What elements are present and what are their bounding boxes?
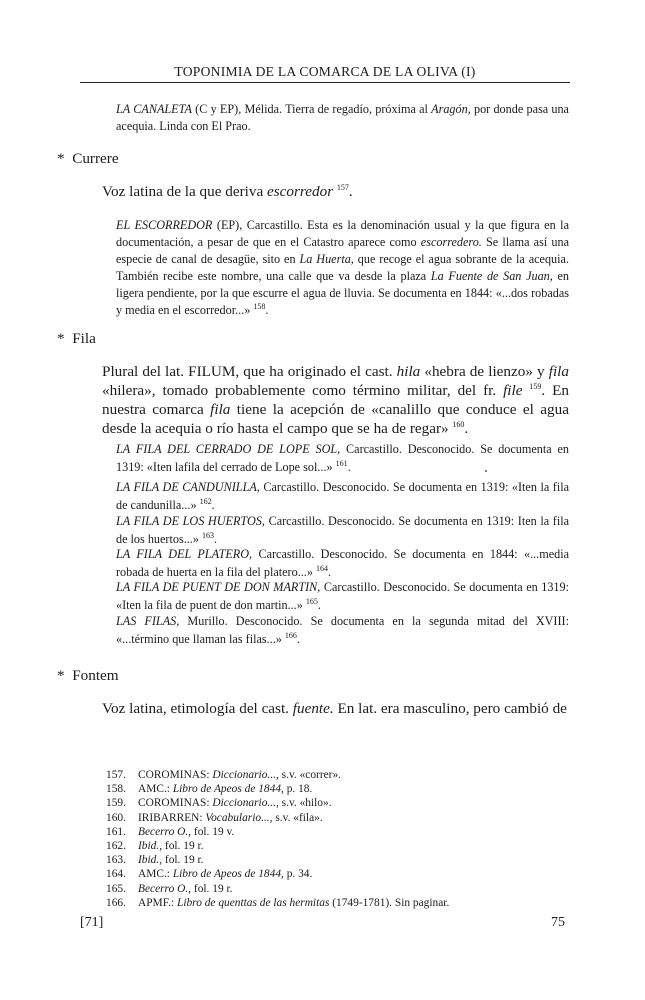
footnote-number: 164. — [106, 868, 126, 881]
entry-text: Carcastillo. Desconocido. Se documenta en 1844: «...media robada de huerta en la fila del platero...» — [116, 547, 569, 579]
section-title: Fontem — [72, 667, 119, 684]
footnote-source: COROMINAS: — [138, 797, 213, 810]
footnote-line — [106, 797, 332, 809]
entry-name: LA CANALETA — [116, 102, 192, 116]
footnote-number: 158. — [106, 783, 126, 796]
footer-page-number: 75 — [551, 915, 565, 930]
entry-text: . — [296, 632, 300, 646]
footnote-line — [106, 883, 233, 895]
paragraph-fontem — [102, 699, 569, 718]
section-heading-fontem — [57, 667, 119, 685]
footnote-title: Ibid., — [138, 854, 163, 867]
footnote-line — [106, 812, 323, 824]
body-text: . — [348, 183, 353, 200]
entry-fila-candunilla — [116, 478, 569, 514]
entry-name: LA FILA DEL CERRADO DE LOPE SOL, — [116, 442, 341, 456]
body-italic: fuente. — [292, 700, 334, 717]
section-heading-fila — [57, 330, 96, 348]
footnote-title: Libro de Apeos de 1844, — [172, 868, 284, 881]
body-italic: hila — [396, 363, 421, 380]
entry-text: Carcastillo. Desconocido. Se documenta en 1319: Iten la fila de los huertos...» — [116, 514, 570, 546]
print-speck — [485, 470, 487, 472]
footnote-title: Diccionario..., — [212, 769, 279, 781]
entry-el-escorredor — [116, 217, 569, 319]
footnote-number: 161. — [106, 825, 126, 838]
body-text: En lat. era masculino, pero cambió de — [333, 700, 567, 717]
footnote-number: 166. — [106, 896, 126, 909]
footnote-title: Ibid., — [138, 840, 163, 852]
footnote-source: COROMINAS: — [138, 769, 213, 781]
footnote-detail: s.v. «correr». — [278, 769, 342, 781]
footnote-source: AMC.: — [138, 868, 173, 881]
footnote-title: Becerro O., — [138, 882, 192, 895]
footnote-detail: (1749-1781). Sin paginar. — [329, 896, 450, 909]
entry-text: . — [265, 303, 269, 317]
entry-text: Carcastillo. Desconocido. Se documenta en 1319: «Iten la fila de puent de don martin...» — [116, 580, 569, 612]
body-text: «hilera», tomado probablemente como término militar, del fr. — [102, 382, 504, 399]
body-text: . En nuestra comarca — [102, 382, 570, 418]
footnote-line — [106, 769, 341, 781]
footnote-source: APMF.: — [138, 896, 177, 909]
body-italic: fila — [210, 401, 231, 418]
entry-text: en ligera pendiente, por la que escurre el agua de lluvia. Se documenta en 1844: «...dos robadas y media en el escorredor...» — [116, 269, 570, 317]
footnote-line — [106, 826, 234, 838]
body-italic: fila — [548, 363, 569, 380]
entry-text: que recoge el agua sobrante de la acequia. También recibe este nombre, una calle que va desde la plaza — [116, 252, 569, 283]
entry-name: LAS FILAS, — [116, 614, 180, 628]
entry-text: Carcastillo. Desconocido. Se documenta en 1319: «Iten la fila de candunilla...» — [116, 480, 569, 512]
entry-italic: Aragón, — [431, 102, 471, 116]
entry-text: . — [211, 498, 215, 512]
footnote-ref: 160 — [452, 419, 465, 429]
footnote-detail: fol. 19 r. — [162, 840, 204, 852]
entry-las-filas — [116, 612, 569, 648]
entry-la-canaleta — [116, 101, 569, 135]
footnote-ref: 158 — [253, 301, 266, 311]
footnote-line — [106, 854, 204, 866]
footnote-title: Libro de Apeos de 1844, — [172, 783, 284, 796]
entry-text: Murillo. Desconocido. Se documenta en la segunda mitad del XVIII: «...término que llaman las filas...» — [116, 614, 569, 646]
footer-left-page-number: [71] — [80, 915, 104, 930]
section-heading-currere — [57, 150, 119, 168]
footnote-title: Vocabulario..., — [205, 811, 273, 824]
footnote-source: AMC.: — [138, 783, 173, 796]
section-star: * — [57, 667, 65, 684]
footnote-ref: 166 — [284, 630, 297, 640]
section-star: * — [57, 330, 65, 347]
body-text: «hebra de lienzo» y — [420, 363, 549, 380]
section-star: * — [57, 150, 65, 167]
entry-text: . — [328, 565, 332, 579]
entry-name: LA FILA DE CANDUNILLA, — [116, 480, 260, 494]
entry-text: . — [347, 460, 351, 474]
footnote-detail: p. 18. — [283, 783, 313, 796]
footnote-detail: s.v. «hilo». — [278, 797, 332, 810]
footnote-detail: fol. 19 r. — [191, 882, 233, 895]
footnote-number: 160. — [106, 811, 126, 824]
entry-name: LA FILA DE PUENT DE DON MARTIN, — [116, 580, 321, 594]
entry-text: . — [213, 532, 218, 546]
entry-fila-puent — [116, 578, 569, 614]
footnote-ref: 164 — [316, 563, 328, 573]
entry-name: LA FILA DE LOS HUERTOS, — [116, 514, 265, 528]
entry-italic: La Fuente de San Juan, — [430, 269, 553, 283]
entry-italic: La Huerta, — [299, 252, 354, 266]
footnote-detail: fol. 19 r. — [162, 854, 204, 867]
body-italic: file — [503, 382, 523, 399]
footnote-number: 163. — [106, 854, 126, 867]
entry-text: Carcastillo. Desconocido. Se documenta en 1319: «Iten lafila del cerrado de Lope sol...» — [116, 442, 569, 474]
entry-italic: escorredero. — [420, 235, 482, 249]
footnote-detail: p. 34. — [283, 868, 313, 881]
body-italic: escorredor — [267, 183, 334, 200]
footnote-ref: 163 — [201, 530, 214, 540]
footnote-line — [106, 840, 204, 852]
body-text: Voz latina de la que deriva — [102, 183, 268, 200]
entry-text: . — [317, 598, 321, 612]
entry-name: LA FILA DEL PLATERO, — [116, 547, 253, 561]
footnote-ref: 157 — [336, 182, 349, 192]
running-header: TOPONIMIA DE LA COMARCA DE LA OLIVA (I) — [80, 64, 570, 83]
entry-text: (EP), Carcastillo. Esta es la denominación usual y la que figura en la documentación, a pesar de que en el Catastro aparece como — [116, 218, 569, 249]
footnote-line — [106, 897, 449, 909]
body-text: . — [464, 420, 469, 437]
entry-fila-huertos — [116, 512, 569, 548]
section-title: Fila — [72, 330, 96, 347]
entry-name: EL ESCORREDOR — [116, 218, 213, 232]
entry-fila-platero — [116, 545, 569, 581]
footnote-line — [106, 868, 312, 880]
section-title: Currere — [72, 150, 119, 167]
footnote-detail: s.v. «fila». — [272, 811, 323, 824]
entry-text: (C y EP), Mélida. Tierra de regadío, próxima al — [191, 102, 432, 116]
footnote-number: 157. — [106, 769, 126, 781]
footnote-title: Libro de quenttas de las hermitas — [176, 896, 330, 909]
entry-text: por donde pasa una acequia. Linda con El Prao. — [116, 102, 569, 133]
entry-text: Se llama así una especie de canal de desagüe, sito en — [116, 235, 569, 266]
body-text: tiene la acepción de «canalillo que conduce el agua desde la acequia o río hasta el campo que se ha de regar» — [102, 401, 569, 437]
footnote-number: 165. — [106, 882, 126, 895]
footnote-ref: 165 — [305, 596, 318, 606]
footnote-source: IRIBARREN: — [138, 811, 206, 824]
footnote-title: Diccionario..., — [212, 797, 279, 810]
footnote-ref: 161 — [335, 458, 348, 468]
footnote-ref: 162 — [199, 496, 212, 506]
footnote-detail: fol. 19 v. — [191, 825, 235, 838]
footnote-number: 162. — [106, 840, 126, 852]
body-text: Voz latina, etimología del cast. — [102, 700, 293, 717]
footnote-title: Becerro O., — [138, 825, 192, 838]
paragraph-fila — [102, 362, 569, 438]
footnote-number: 159. — [106, 797, 126, 810]
paragraph-currere — [102, 182, 569, 201]
body-text: Plural del lat. FILUM, que ha originado el cast. — [102, 363, 397, 380]
footnote-line — [106, 783, 312, 795]
entry-fila-cerrado — [116, 440, 569, 476]
footnote-ref: 159 — [529, 381, 542, 391]
